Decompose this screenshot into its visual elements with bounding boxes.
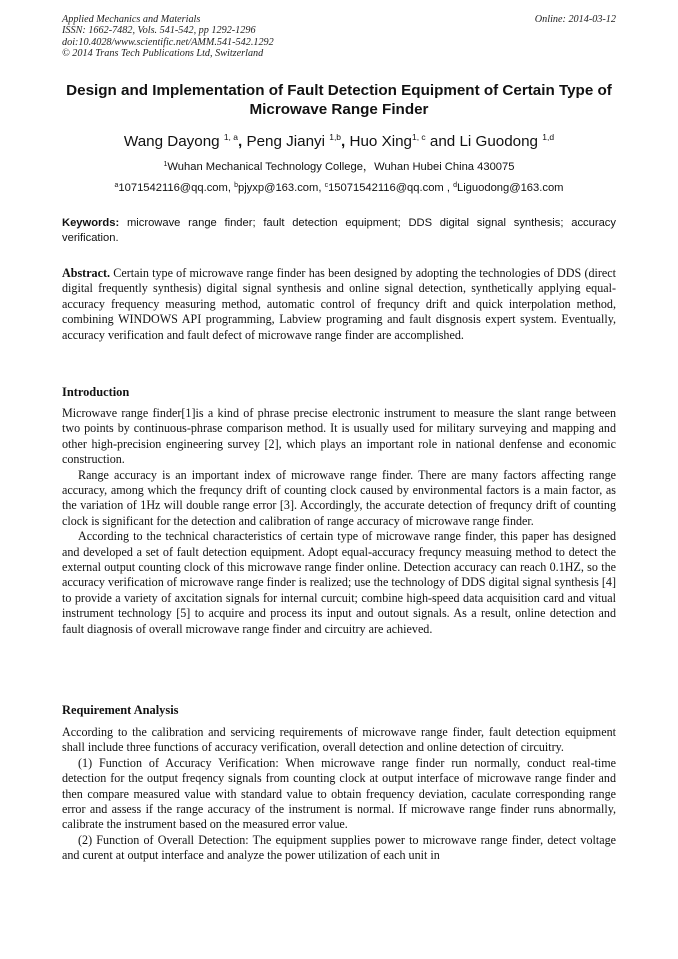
paragraph: Range accuracy is an important index of microwave range finder. There are many factors affecting range accuracy, among which the frequncy drift of counting clock caused by environmental factors is a main factor, as the variation of 1Hz will double range error [3]. Accordingly, the accurate detection of frequncy drift of counting clock is significant for the detection and calibration of range accuracy of microwave range finder. (62, 467, 616, 528)
journal-info (62, 14, 616, 60)
affiliation (62, 160, 616, 174)
email-address: Liguodong@163.com (456, 182, 564, 194)
author-separator: , (341, 133, 350, 150)
affiliation-text: Wuhan Mechanical Technology College，Wuhan Hubei China 430075 (167, 161, 515, 173)
journal-issn: ISSN: 1662-7482, Vols. 541-542, pp 1292-1296 (62, 25, 256, 37)
online-date: Online: 2014-03-12 (534, 14, 616, 25)
author-affiliation-mark: 1,b (329, 132, 342, 142)
keywords-text: microwave range finder; fault detection equipment; DDS digital signal synthesis; accuracy verification. (62, 217, 616, 244)
paper-title: Design and Implementation of Fault Detection Equipment of Certain Type of Microwave Range Finder (66, 82, 612, 118)
keywords (62, 216, 616, 246)
journal-header (62, 14, 616, 60)
paragraph: (2) Function of Overall Detection: The equipment supplies power to microwave range finder, detect voltage and curent at output interface and analyze the power utilization of each unit in (62, 832, 616, 863)
author-name: Wang Dayong (123, 133, 224, 150)
author-separator: , (238, 133, 247, 150)
affiliation-mark: 1 (163, 161, 168, 168)
paragraph: According to the calibration and servicing requirements of microwave range finder, fault detection equipment shall include three functions of accuracy verification, overall detection and online detection of circuitry. (62, 725, 616, 755)
keywords-label: Keywords: (62, 217, 120, 229)
author-separator: and (425, 133, 460, 150)
email-address: pjyxp@163.com, (237, 182, 325, 194)
journal-name: Applied Mechanics and Materials (62, 14, 201, 25)
author-affiliation-mark: 1,d (542, 132, 555, 142)
paragraph: (1) Function of Accuracy Verification: When microwave range finder run normally, conduct real-time detection for the output freqency signals from counting clock at output interface of microwave range finder and then compare measured value with standard value to obtain frequency deviation, caculate corresponding range error and assess if the range accuracy of the instrument is normal. If microwave range finder runs abnormally, calibrate the instrument based on the measured error value. (62, 755, 616, 832)
author-name: Peng Jianyi (246, 133, 330, 150)
paragraph: Microwave range finder[1]is a kind of phrase precise electronic instrument to measure the slant range between two points by continuous-phrase comparison method. It is usually used for military surveying and mapping and other high-precision engineering survey [2], which plays an important role in national denfense and economic construction. (62, 406, 616, 467)
section-requirement-analysis (62, 725, 616, 864)
paragraph: According to the technical characteristics of certain type of microwave range finder, this paper has designed and developed a set of fault detection equipment. Adopt equal-accuracy frequncy measuing method to detect the external output counting clock of this microwave range finder online. Detection accuracy can reach 0.1HZ, so the accuracy verification of microwave range finder is realized; use the technology of DDS digital signal synthesis [4] to provide a variety of axcitation signals for internal curcuit; combine high-speed data acquisition card and vitual instrument technology [5] to acquire and process its input and outout signals. As a result, online detection and fault diagnosis of overall microwave range finder and circuitry are achieved. (62, 529, 616, 636)
author-affiliation-mark: 1, c (411, 132, 426, 142)
email-mark: d (453, 182, 457, 189)
section-introduction (62, 406, 616, 637)
author-name: Li Guodong (459, 133, 543, 150)
journal-copyright: © 2014 Trans Tech Publications Ltd, Switzerland (62, 48, 264, 60)
author-list (62, 132, 616, 152)
journal-doi: doi:10.4028/www.scientific.net/AMM.541-542.1292 (62, 36, 274, 48)
email-address: 15071542116@qq.com , (328, 182, 454, 194)
abstract (62, 266, 616, 343)
section-heading-requirement-analysis: Requirement Analysis (62, 703, 179, 717)
author-affiliation-mark: 1, a (223, 132, 239, 142)
section-heading-introduction: Introduction (62, 385, 130, 399)
email-mark: c (324, 182, 329, 189)
abstract-label: Abstract. (62, 266, 111, 280)
author-name: Huo Xing (349, 133, 412, 150)
email-address: 1071542116@qq.com, (118, 182, 235, 194)
email-mark: a (114, 182, 119, 189)
email-mark: b (234, 182, 238, 189)
abstract-text: Certain type of microwave range finder has been designed by adopting the technologies of DDS (direct digital frequently synthesis) digital signal synthesis and online signal detection, synthetically applying equal-accuracy frequency measuring method, automatic control of frequncy drift and quick interpolation method, combining WINDOWS API programming, Labview programing and fault disgnosis expert system. Eventually, accuracy verification and fault defect of microwave range finder are accomplished. (62, 266, 616, 342)
email-list (62, 181, 616, 195)
